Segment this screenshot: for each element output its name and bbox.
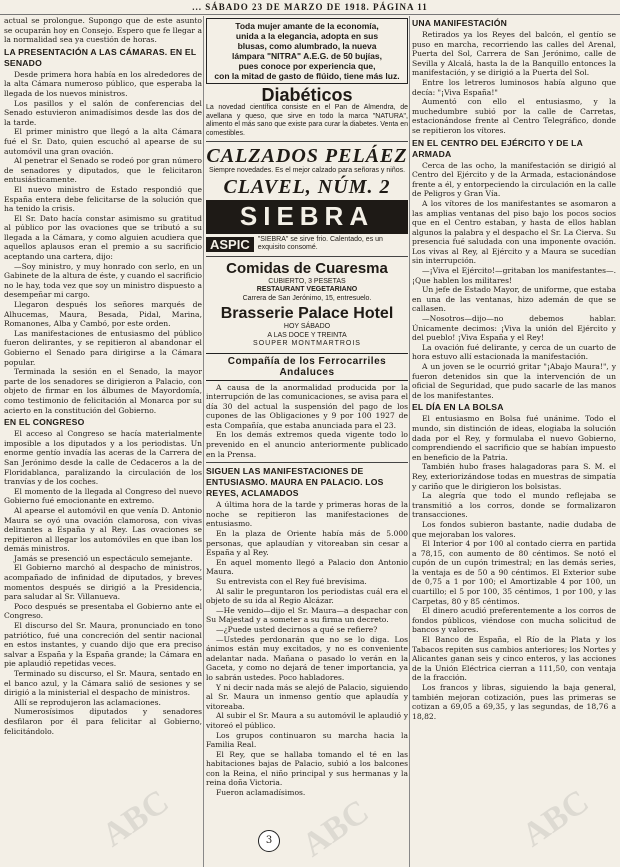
masthead: ... SÁBADO 23 DE MARZO DE 1918. PÁGINA 11 xyxy=(0,0,620,15)
paragraph: La alegría que todo el mundo reflejaba se transmitió a los corros, donde se formalizaron transacciones. xyxy=(412,491,616,520)
paragraph: La ovación fué delirante, y cerca de un cuarto de hora estuvo allí estacionada la manifestación. xyxy=(412,342,616,362)
headline-manifestaciones: SIGUEN LAS MANIFESTACIONES DE ENTUSIASMO. MAURA EN PALACIO. LOS REYES, ACLAMADOS xyxy=(206,466,384,499)
column-rule xyxy=(203,16,204,867)
paragraph: Al penetrar el Senado se rodeó por gran número de senadores y diputados, que le felicitaron entusiásticamente. xyxy=(4,156,202,185)
ad-ferrocarriles xyxy=(206,353,408,460)
column-2 xyxy=(206,16,408,867)
paragraph: Poco después se presentaba el Gobierno ante el Congreso. xyxy=(4,601,202,621)
paragraph: Un jefe de Estado Mayor, de uniforme, que estaba en una de las ventanas, hizo ademán de que se callasen. xyxy=(412,285,616,314)
paragraph: El entusiasmo en Bolsa fué unánime. Todo el mundo, sin distinción de ideas, elogiaba la solución dada por el Rey, y formulaba el nuevo Gobierno, comprendiendo el sacrificio que se habían impuesto en beneficio de la Patria. xyxy=(412,414,616,462)
watermark: ABC xyxy=(95,782,176,855)
ad-nitra-lamp xyxy=(206,18,408,84)
headline-manifestacion: UNA MANIFESTACIÓN xyxy=(412,18,508,28)
paragraph: El Interior 4 por 100 al contado cierra en partida a 78,15, con aumento de 80 céntimos. Se notó el cupón de un cupón trimestral; en las demás series, la ventaja es de 50 a 90 céntimos. El Exterior sube de 0,75 a 1 por 100; el Amortizable 4 por 100, un cuartillo; el 5 por 100, 35 céntimos, 1 por 100, y las Carpetas, 80 y 85 céntimos. xyxy=(412,539,616,606)
paragraph: —Ustedes perdonarán que no se lo diga. Los ánimos están muy excitados, y no es conveniente adelantar nada. Mañana o pasado lo verán en la Gaceta, y como no dejará de tener importancia, ya lo sabrán ustedes. Poco habladores. xyxy=(206,634,408,682)
aspic-text: "SIEBRA" se sirve frio. Calentado, es un exquisito consomé. xyxy=(257,235,383,251)
ad-line: A LAS DOCE Y TREINTA xyxy=(267,331,347,339)
paragraph: Jamás se presenció un espectáculo semejante. xyxy=(14,553,193,563)
paragraph: —¡Viva el Ejército!—gritaban los manifestantes—. ¡Que hablen los militares! xyxy=(412,266,616,285)
ad-line: blusas, como alumbrado, la nueva xyxy=(237,41,377,51)
ad-line: Toda mujer amante de la economía, xyxy=(235,21,379,31)
ad-title: CALZADOS PELÁEZ xyxy=(206,145,408,167)
paragraph: También hubo frases halagadoras para S. M. el Rey, exteriorizándose todas en muestras de simpatía y cariño que le dirigieron los bolsistas. xyxy=(412,462,616,491)
paragraph: Los grupos continuaron su marcha hacia la Familia Real. xyxy=(206,730,408,750)
ad-line: unida a la elegancia, adopta en sus xyxy=(235,31,379,41)
paragraph: Aumentó con ello el entusiasmo, y la muchedumbre subió por la calle de Carretas, estacionándose frente al Centro Telegráfico, donde se repitieron los vítores. xyxy=(412,97,616,135)
ad-title: Compañía de los Ferrocarriles Andaluces xyxy=(206,353,408,381)
ad-title: Diabéticos xyxy=(261,85,353,105)
column-rule xyxy=(409,16,410,867)
ad-calzados xyxy=(206,145,408,198)
paragraph: Llegaron después los señores marqués de Alhucemas, Maura, Besada, Pidal, Marina, Romanones, Alba y Cambó, por este orden. xyxy=(4,300,202,329)
paragraph: El acceso al Congreso se hacía materialmente imposible a los diputados y a los periodistas. Un enorme gentío invadía las aceras de la Carrera de San Jerónimo desde la calle de Cedaceros a la de Floridablanca, paralizando la circulación de los tranvías y de los coches. xyxy=(4,429,202,487)
article-lead: actual se prolongue. Supongo que de este asunto se ocuparán hoy en Consejo. Espero que fe llegar a la normalidad sea ya cuestión de horas. xyxy=(4,16,202,45)
watermark: ABC xyxy=(295,792,376,865)
separator xyxy=(206,462,408,463)
ad-diabeticos xyxy=(206,86,408,138)
separator xyxy=(206,141,408,142)
paragraph: Terminado su discurso, el Sr. Maura, sentado en el banco azul, y la Cámara salió de sesiones y se dirigió a la ministerial el despacho de ministros. xyxy=(4,669,202,698)
aspic-label: ASPIC xyxy=(206,237,254,252)
ad-sub: Siempre novedades. Es el mejor calzado para señoras y niños. xyxy=(208,167,406,174)
paragraph: A última hora de la tarde y primeras horas de la noche se repitieron las manifestaciones de entusiasmo. xyxy=(206,500,408,529)
paragraph: El Gobierno marchó al despacho de ministros, acompañado de infinidad de diputados, y breves momentos después se dirigió a la Presidencia, para saludar al Sr. Villanueva. xyxy=(4,563,202,602)
ad-title: Brasserie Palace Hotel xyxy=(220,305,394,322)
watermark: ABC xyxy=(515,782,596,855)
paragraph: Al salir le preguntaron los periodistas cuál era el objeto de su ida al Regio Alcázar. xyxy=(206,586,408,606)
page-number: 3 xyxy=(258,830,280,852)
ad-brasserie xyxy=(206,305,408,349)
ad-line: HOY SÁBADO xyxy=(283,323,331,330)
paragraph: Los pasillos y el salón de conferencias del Senado estuvieron animadísimos desde las dos de la tarde. xyxy=(4,98,202,127)
ad-title: Comidas de Cuaresma xyxy=(226,259,388,277)
paragraph: —Nosotros—dijo—no debemos hablar. Únicamente decimos: ¡Viva la unión del Ejército y del pueblo! ¡Viva España y el Rey! xyxy=(412,314,616,343)
paragraph: En la plaza de Oriente había más de 5.000 personas, que aplaudían y vitoreaban sin cesar a España y al Rey. xyxy=(206,529,408,558)
paragraph: El Rey, que se hallaba tomando el té en las habitaciones bajas de Palacio, subió a los balcones con la Reina, el niño principal y sus hermanas y la reina doña Victoria. xyxy=(206,749,408,788)
ad-line: pues conoce por experiencia que, xyxy=(238,61,376,71)
paragraph: El nuevo ministro de Estado respondió que España entera debe felicitarse de la solución que ha tenido la crisis. xyxy=(4,184,202,214)
ad-line: Carrera de San Jerónimo, 15, entresuelo. xyxy=(242,294,372,302)
aspic-row xyxy=(206,236,408,253)
headline-bolsa: EL DÍA EN LA BOLSA xyxy=(412,402,504,413)
paragraph: En aquel momento llegó a Palacio don Antonio Maura. xyxy=(206,557,408,577)
paragraph: Su entrevista con el Rey fué brevísima. xyxy=(216,577,367,586)
ad-line: lámpara "NITRA" A.E.G. de 50 bujías, xyxy=(232,51,382,61)
ad-line: SOUPER MONTMARTROIS xyxy=(253,340,361,347)
paragraph: Terminada la sesión en el Senado, la mayor parte de los senadores se dirigieron a Palacio, con objeto de firmar en los álbumes de Mayordomía, como testimonio de felicitación al Monarca por su acierto en la constitución del Gobierno. xyxy=(4,367,202,415)
paragraph: A un joven se le ocurrió gritar "¡Abajo Maura!", y fueron detenidos sin que la intervención de un oficial de Seguridad, que pudo sacarle de las manos de los manifestantes. xyxy=(412,362,616,400)
column-3 xyxy=(412,16,616,867)
paragraph: Entre los letreros luminosos había alguno que decía: "¡Viva España!" xyxy=(412,77,616,97)
headline-centro-ejercito: EN EL CENTRO DEL EJÉRCITO Y DE LA ARMADA xyxy=(412,137,583,159)
ad-address: CLAVEL, NÚM. 2 xyxy=(223,175,391,198)
paragraph: —¿Puede usted decirnos a qué se refiere? xyxy=(216,624,378,634)
ad-body: La novedad científica consiste en el Pan de Almendra, de avellana y queso, que sirve en todo la marca "NATURA", alimento el más sano que existe para curar la diabetes. Venta en comestibles. xyxy=(206,104,408,137)
column-1 xyxy=(4,16,202,867)
ad-line: CUBIERTO, 3 PESETAS xyxy=(268,277,346,285)
headline-congress: EN EL CONGRESO xyxy=(4,417,85,428)
paragraph: El primer ministro que llegó a la alta Cámara fué el Sr. Dato, quien escuchó al apearse de su automóvil una gran ovación. xyxy=(4,127,202,156)
ad-line: RESTAURANT VEGETARIANO xyxy=(256,286,358,293)
paragraph: Los fondos subieron bastante, nadie dudaba de que mejoraban los valores. xyxy=(412,519,616,539)
siebra-logo: SIEBRA xyxy=(206,200,408,234)
paragraph: El discurso del Sr. Maura, pronunciado en tono patriótico, fué una concreción del sentir nacional en estos instantes, y cuando dijo que era preciso salvar a España y la España grande; la Cámara en pie aplaudió repetidas veces. xyxy=(4,621,202,669)
paragraph: Desde primera hora había en los alrededores de la alta Cámara numeroso público, que esperaba la llegada de los nuevos ministros. xyxy=(4,69,202,98)
paragraph: Los francos y libras, siguiendo la baja general, también mejoran cotización, pues las primeras se cotizan a 69,05 a 69,35, y las segundas, de 18,76 a 18,82. xyxy=(412,683,616,721)
paragraph: Numerosísimos diputados y senadores desfilaron por él para felicitar al Gobierno, felicitándolo. xyxy=(4,707,202,736)
ad-cuaresma xyxy=(206,260,408,304)
headline-senate: LA PRESENTACIÓN A LAS CÁMARAS. EN EL SENADO xyxy=(4,46,197,68)
paragraph: Y ni decir nada más se alejó de Palacio, siguiendo al Sr. Maura un inmenso gentío que aplaudía y vitoreaba. xyxy=(206,682,408,711)
paragraph: —He venido—dijo el Sr. Maura—a despachar con Su Majestad y a someter a su firma un decreto. xyxy=(206,605,408,625)
paragraph: Al subir el Sr. Maura a su automóvil le aplaudió y vitoreó el público. xyxy=(206,711,408,730)
paragraph: —Soy ministro, y muy honrado con serlo, en un Gabinete de la altura de éste, y cuando el sacrificio no le hay, toda vez que soy un ministro dispuesto a desempeñar mi cargo. xyxy=(4,261,202,300)
paragraph: El momento de la llegada al Congreso del nuevo Gobierno fué emocionante en extremo. xyxy=(4,486,202,506)
paragraph: A los vítores de los manifestantes se asomaron a las amplias ventanas del piso bajo los pocos socios que en el Centro estaban, y hasta de ellos hablan algunos la palabra y el despacho el Sr. La Cierva. Su presencia fué saludada con una imponente ovación. Los vivas al Rey, al Ejército y a Maura se sucedían sin interrupción. xyxy=(412,198,616,266)
paragraph: Cerca de las ocho, la manifestación se dirigió al Centro del Ejército y de la Armada, estacionándose frente a él, y entorpeciendo la circulación en la calle de Peligros y Gran Vía. xyxy=(412,160,616,199)
paragraph: El dinero acudió preferentemente a los corros de fondos públicos, viéndose con mucha solicitud de bancos y valores. xyxy=(412,606,616,635)
paragraph: Allí se reprodujeron las aclamaciones. xyxy=(14,697,161,707)
paragraph: Retirados ya los Reyes del balcón, el gentío se puso en marcha, recorriendo las calles del Arenal, Puerta del Sol, Carrera de San Jerónimo, calle de Sevilla y Alcalá, hasta la de la Banquillo entonces la manifestación, y se dirigió a la Puerta del Sol. xyxy=(412,30,616,78)
ad-siebra xyxy=(206,200,408,253)
paragraph: Al apearse el automóvil en que venía D. Antonio Maura se oyó una ovación clamorosa, con vivas delirantes a España y al Rey. Las ovaciones se repitieron al llegar los automóviles en que iban los demás ministros. xyxy=(4,505,202,554)
paragraph: Las manifestaciones de entusiasmo del público fueron delirantes, y se repitieron al abandonar el Gobierno el Senado para dirigirse a la Cámara popular. xyxy=(4,328,202,367)
paragraph: En los demás extremos queda vigente todo lo prevenido en el anuncio anteriormente publicado en la Prensa. xyxy=(206,430,408,459)
ad-line: con la mitad de gasto de flúido, tiene más luz. xyxy=(214,71,400,81)
separator xyxy=(206,256,408,257)
paragraph: El Sr. Dato hacía constar asimismo su gratitud al público por las ovaciones que se tributó a su llegada a la Cámara, y como alguien acudiera que aquellos aplausos eran el premio a su sacrificio aceptando una cartera, dijo: xyxy=(4,213,202,262)
paragraph: Fueron aclamadísimos. xyxy=(216,788,306,798)
paragraph: A causa de la anormalidad producida por la interrupción de las comunicaciones, se avisa para el día 30 del actual la suspensión del pago de los cupones de las Obligaciones y 9 por 100 1927 de esta Compañía, que estaba anunciada para el 23. xyxy=(206,382,408,430)
paragraph: El Banco de España, el Río de la Plata y los Tabacos repiten sus cambios anteriores; los Nortes y Alicantes ganan seis y cinco enteros, y las acciones de la Unión Eléctrica cierran a 111,50, con ventaja de la fracción. xyxy=(412,635,616,683)
